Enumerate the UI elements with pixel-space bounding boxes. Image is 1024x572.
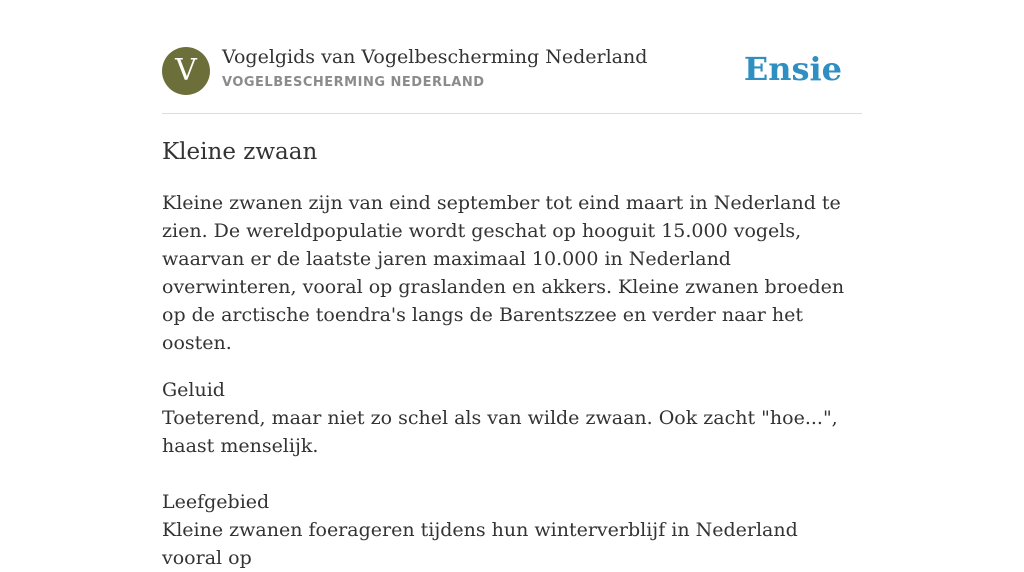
- section-heading-geluid: Geluid: [162, 379, 225, 401]
- source-title[interactable]: Vogelgids van Vogelbescherming Nederland: [222, 46, 648, 68]
- source-header: [162, 46, 862, 96]
- avatar[interactable]: V: [162, 47, 210, 95]
- section-text-leefgebied: Kleine zwanen foerageren tijdens hun winterverblijf in Nederland vooral op: [162, 519, 798, 569]
- source-subtitle[interactable]: VOGELBESCHERMING NEDERLAND: [222, 75, 485, 90]
- brand-logo[interactable]: Ensie: [743, 50, 842, 88]
- article-intro: Kleine zwanen zijn van eind september tot eind maart in Nederland te zien. De wereldpopulatie wordt geschat op hooguit 15.000 vogels, waarvan er de laatste jaren maximaal 10.000 in Nederland overwinteren, vooral op graslanden en akkers. Kleine zwanen broeden op de arctische toendra's langs de Barentszzee en verder naar het oosten.: [162, 192, 845, 354]
- page-title: Kleine zwaan: [162, 139, 318, 165]
- section-leefgebied: [162, 488, 862, 572]
- section-geluid: [162, 376, 862, 460]
- section-text-geluid: Toeterend, maar niet zo schel als van wilde zwaan. Ook zacht "hoe...", haast menselijk.: [162, 407, 838, 457]
- article: [162, 137, 862, 572]
- section-heading-leefgebied: Leefgebied: [162, 491, 270, 513]
- section-spacer: [162, 460, 862, 488]
- divider: [162, 113, 862, 114]
